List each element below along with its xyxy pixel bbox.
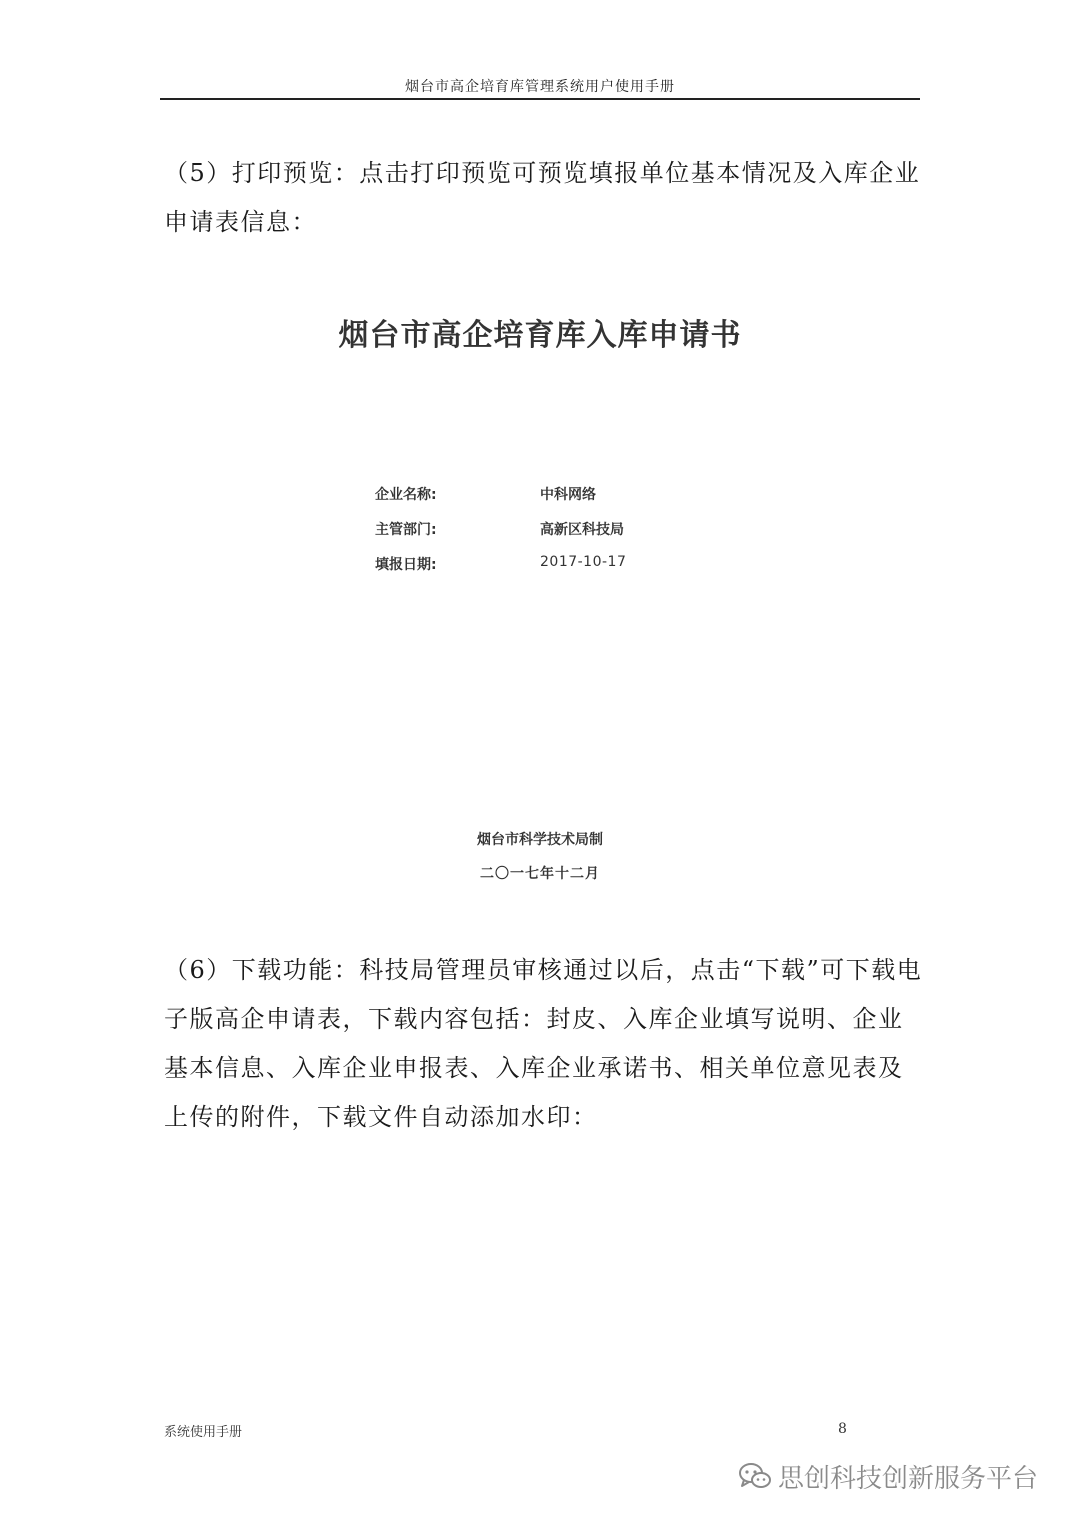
section-6-paragraph — [164, 946, 924, 1142]
watermark — [738, 1458, 1038, 1494]
paragraph-line: 申请表信息： — [164, 208, 317, 236]
field-value: 2017-10-17 — [540, 554, 627, 570]
paragraph-line: 子版高企申请表，下载内容包括：封皮、入库企业填写说明、企业 — [164, 1005, 904, 1033]
field-value: 高新区科技局 — [540, 522, 624, 538]
field-label: 主管部门: — [375, 522, 437, 538]
watermark-text: 思创科技创新服务平台 — [778, 1463, 1039, 1494]
paragraph-line: 基本信息、入库企业申报表、入库企业承诺书、相关单位意见表及 — [164, 1054, 904, 1082]
issue-date: 二〇一七年十二月 — [480, 866, 600, 882]
application-form-title: 烟台市高企培育库入库申请书 — [338, 318, 742, 353]
page-header-title: 烟台市高企培育库管理系统用户使用手册 — [405, 79, 675, 95]
paragraph-line: （6）下载功能：科技局管理员审核通过以后，点击“下载”可下载电 — [164, 956, 923, 984]
page-number: 8 — [838, 1421, 847, 1437]
wechat-icon — [738, 1461, 772, 1491]
section-5-paragraph — [164, 149, 924, 247]
field-label: 企业名称: — [375, 487, 437, 503]
paragraph-line: （5）打印预览：点击打印预览可预览填报单位基本情况及入库企业 — [164, 159, 921, 187]
field-label: 填报日期: — [375, 557, 437, 573]
paragraph-line: 上传的附件，下载文件自动添加水印： — [164, 1103, 598, 1131]
field-value: 中科网络 — [540, 487, 596, 503]
footer-manual-label: 系统使用手册 — [164, 1425, 243, 1440]
issuer-name: 烟台市科学技术局制 — [477, 832, 603, 848]
header-divider — [160, 98, 920, 100]
